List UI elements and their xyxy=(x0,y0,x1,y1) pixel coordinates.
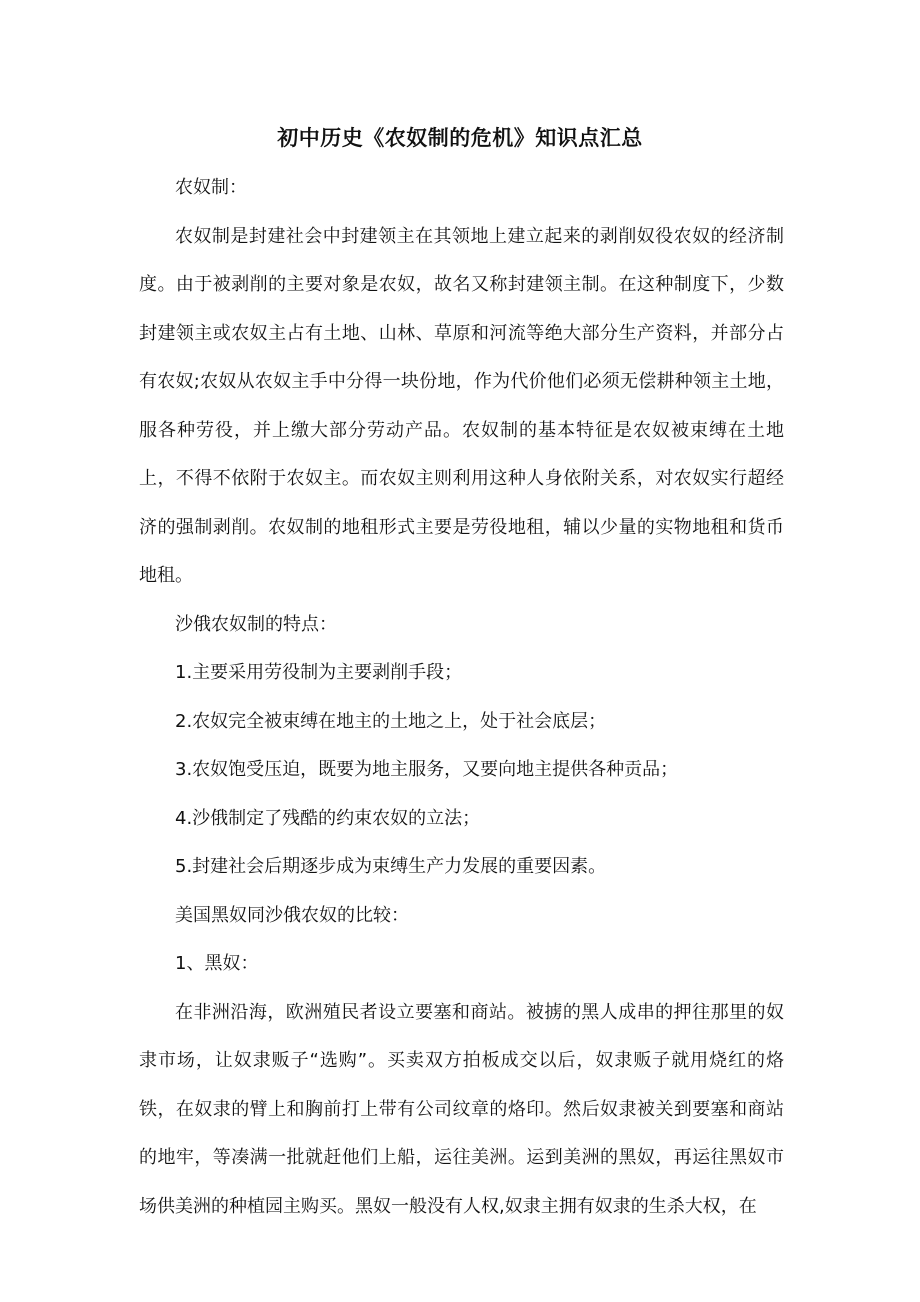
section-heading-comparison: 美国黑奴同沙俄农奴的比较： xyxy=(175,904,409,926)
paragraph-black-slaves-description: 在非洲沿海，欧洲殖民者设立要塞和商站。被掳的黑人成串的押往那里的奴隶市场，让奴隶贩子“选购”。买卖双方拍板成交以后，奴隶贩子就用烧红的烙铁，在奴隶的臂上和胸前打上带有公司纹章的烙印。然后奴隶被关到要塞和商站的地牢，等凑满一批就赶他们上船，运往美洲。运到美洲的黑奴，再运往黑奴市场供美洲的种植园主购买。黑奴一般没有人权,奴隶主拥有奴隶的生杀大权，在 xyxy=(139,1001,784,1217)
paragraph-serfdom-definition: 农奴制是封建社会中封建领主在其领地上建立起来的剥削奴役农奴的经济制度。由于被剥削的主要对象是农奴，故名又称封建领主制。在这种制度下，少数封建领主或农奴主占有土地、山林、草原和河流等绝大部分生产资料，并部分占有农奴;农奴从农奴主手中分得一块份地，作为代价他们必须无偿耕种领主土地，服各种劳役，并上缴大部分劳动产品。农奴制的基本特征是农奴被束缚在土地上，不得不依附于农奴主。而农奴主则利用这种人身依附关系，对农奴实行超经济的强制剥削。农奴制的地租形式主要是劳役地租，辅以少量的实物地租和货币地租。 xyxy=(139,225,784,586)
list-item-feature-1: 1.主要采用劳役制为主要剥削手段； xyxy=(175,662,463,683)
list-item-feature-4: 4.沙俄制定了残酷的约束农奴的立法； xyxy=(175,807,481,829)
section-heading-serfdom: 农奴制： xyxy=(175,177,247,198)
section-heading-russian-serfdom-features: 沙俄农奴制的特点： xyxy=(175,613,337,635)
document-title: 初中历史《农奴制的危机》知识点汇总 xyxy=(277,126,643,150)
document-body xyxy=(139,164,784,1231)
list-item-feature-2: 2.农奴完全被束缚在地主的土地之上，处于社会底层； xyxy=(175,710,607,732)
list-item-feature-3: 3.农奴饱受压迫，既要为地主服务，又要向地主提供各种贡品； xyxy=(175,759,679,780)
list-item-feature-5: 5.封建社会后期逐步成为束缚生产力发展的重要因素。 xyxy=(175,856,607,877)
subheading-black-slaves: 1、黑奴： xyxy=(175,953,259,974)
